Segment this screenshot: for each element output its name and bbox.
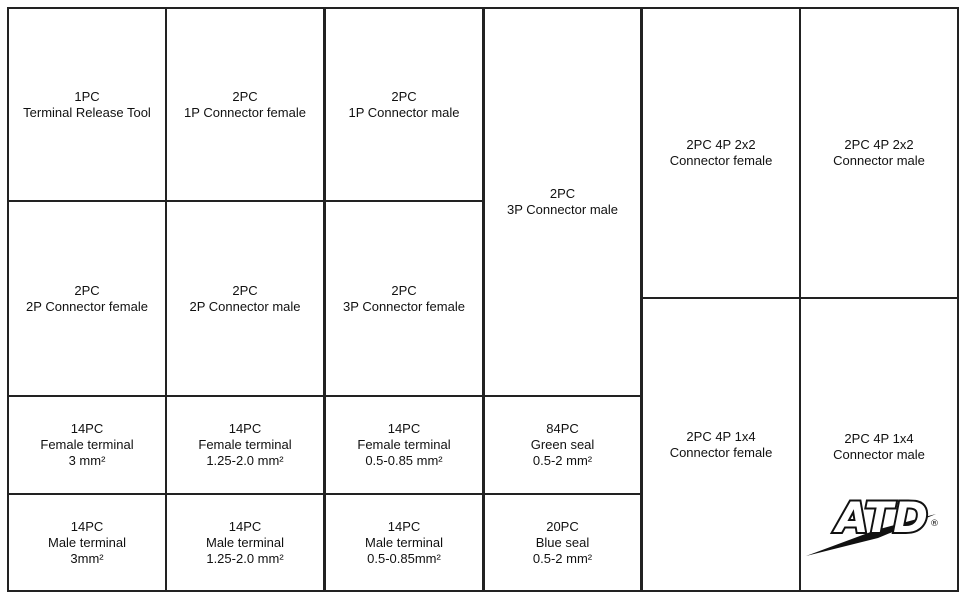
parts-cell xyxy=(7,395,167,495)
parts-cell xyxy=(165,7,325,202)
parts-cell xyxy=(324,7,484,202)
cell-qty: 2PC 4P 2x2 xyxy=(686,137,756,152)
cell-desc: Female terminal xyxy=(357,437,451,452)
cell-desc: 2P Connector female xyxy=(26,298,148,314)
parts-cell xyxy=(7,7,167,202)
logo-registered-mark: ® xyxy=(930,519,939,529)
cell-size: 1.25-2.0 mm² xyxy=(206,453,284,468)
parts-cell xyxy=(324,200,484,397)
cell-size: 0.5-2 mm² xyxy=(532,550,593,566)
cell-qty: 2PC xyxy=(74,282,100,298)
parts-cell xyxy=(799,7,959,299)
parts-cell xyxy=(483,493,642,592)
cell-desc: Male terminal xyxy=(364,534,444,550)
cell-qty: 84PC xyxy=(546,421,579,436)
parts-cell xyxy=(7,493,167,592)
cell-desc: Terminal Release Tool xyxy=(23,104,151,120)
cell-size: 1.25-2.0 mm² xyxy=(206,550,284,566)
cell-qty: 2PC 4P 1x4 xyxy=(686,428,756,444)
cell-desc: Blue seal xyxy=(535,534,590,550)
cell-qty: 14PC xyxy=(70,421,104,436)
parts-cell xyxy=(7,200,167,397)
cell-desc: 1P Connector female xyxy=(184,104,306,120)
parts-cell xyxy=(483,7,642,397)
cell-desc: 3P Connector female xyxy=(343,298,465,314)
cell-qty: 2PC xyxy=(232,88,258,104)
parts-cell xyxy=(165,200,325,397)
cell-desc: Connector female xyxy=(669,153,773,168)
cell-qty: 14PC xyxy=(387,421,421,436)
parts-cell xyxy=(165,395,325,495)
cell-size: 3mm² xyxy=(70,550,104,566)
cell-size: 0.5-0.85mm² xyxy=(367,550,441,566)
cell-qty: 14PC xyxy=(387,518,421,534)
parts-cell xyxy=(641,7,801,299)
cell-desc: Connector female xyxy=(669,444,773,460)
cell-qty: 2PC xyxy=(549,186,576,201)
cell-qty: 2PC 4P 2x2 xyxy=(844,137,914,152)
cell-desc: Female terminal xyxy=(198,437,292,452)
cell-qty: 2PC xyxy=(391,88,417,104)
cell-size: 0.5-0.85 mm² xyxy=(365,453,443,468)
cell-desc: Male terminal xyxy=(205,534,285,550)
cell-qty: 14PC xyxy=(228,518,262,534)
cell-qty: 2PC xyxy=(232,282,258,298)
cell-desc: 3P Connector male xyxy=(506,202,619,217)
cell-desc: Connector male xyxy=(833,447,925,462)
cell-qty: 2PC xyxy=(391,282,417,298)
cell-desc: 2P Connector male xyxy=(189,298,301,314)
cell-size: 3 mm² xyxy=(68,453,106,468)
parts-cell xyxy=(324,395,484,495)
cell-desc: 1P Connector male xyxy=(348,104,460,120)
cell-desc: Connector male xyxy=(833,153,925,168)
cell-qty: 2PC 4P 1x4 xyxy=(844,431,914,446)
cell-desc: Female terminal xyxy=(40,437,134,452)
cell-qty: 14PC xyxy=(228,421,262,436)
cell-qty: 14PC xyxy=(70,518,104,534)
atd-logo xyxy=(806,484,946,560)
logo-text: ATD xyxy=(836,493,928,542)
cell-qty: 20PC xyxy=(546,518,579,534)
parts-cell xyxy=(483,395,642,495)
cell-desc: Green seal xyxy=(530,437,595,452)
cell-size: 0.5-2 mm² xyxy=(532,453,593,468)
parts-cell xyxy=(165,493,325,592)
cell-qty: 1PC xyxy=(74,88,100,104)
parts-cell xyxy=(324,493,484,592)
cell-desc: Male terminal xyxy=(47,534,127,550)
parts-cell xyxy=(641,297,801,592)
